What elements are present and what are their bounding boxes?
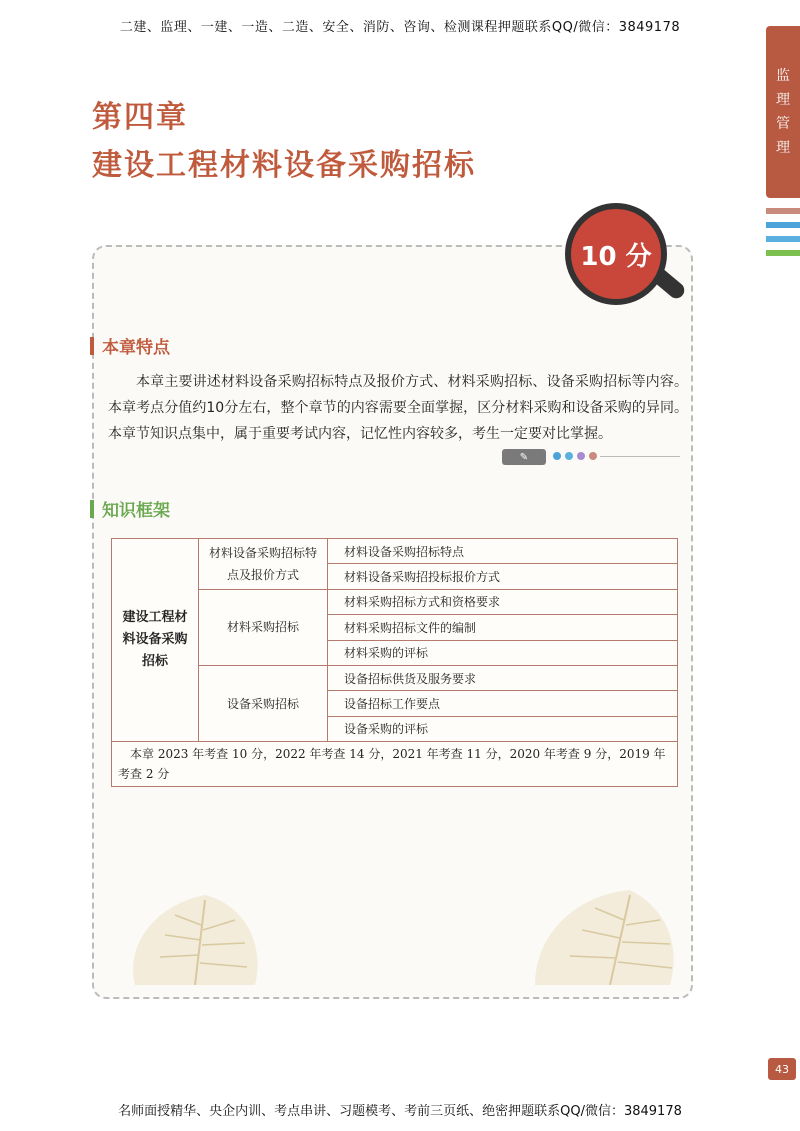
framework-group: 材料采购招标 bbox=[199, 589, 328, 665]
leaf-decoration-icon bbox=[115, 885, 275, 990]
framework-item: 材料采购招标文件的编制 bbox=[328, 615, 678, 640]
page-number: 43 bbox=[768, 1058, 796, 1080]
framework-item: 设备采购的评标 bbox=[328, 716, 678, 741]
chapter-title: 建设工程材料设备采购招标 bbox=[92, 148, 476, 183]
framework-item: 设备招标供货及服务要求 bbox=[328, 665, 678, 690]
notes-tag-icon: ✎ bbox=[502, 449, 546, 465]
side-section-tab bbox=[766, 26, 800, 198]
section-title-framework bbox=[90, 496, 170, 521]
side-tab-char: 管 bbox=[776, 116, 790, 132]
side-stripe bbox=[766, 250, 800, 256]
score-text: 10 分 bbox=[580, 241, 652, 272]
side-tab-char: 理 bbox=[776, 140, 790, 156]
page-header: 二建、监理、一建、一造、二造、安全、消防、咨询、检测课程押题联系QQ/微信：3849178 bbox=[119, 20, 681, 35]
divider bbox=[600, 456, 680, 457]
section-title-text: 知识框架 bbox=[102, 501, 170, 521]
side-tab-char: 理 bbox=[776, 92, 790, 108]
framework-item: 材料采购招标方式和资格要求 bbox=[328, 589, 678, 614]
side-stripe bbox=[766, 236, 800, 242]
side-stripe bbox=[766, 208, 800, 214]
knowledge-framework-table bbox=[111, 538, 678, 787]
page-footer: 名师面授精华、央企内训、考点串讲、习题模考、考前三页纸、绝密押题联系QQ/微信：3849178 bbox=[118, 1104, 682, 1119]
section-title-features bbox=[90, 333, 170, 358]
side-stripe bbox=[766, 222, 800, 228]
framework-group: 设备采购招标 bbox=[199, 665, 328, 741]
section-bar-icon bbox=[90, 500, 94, 518]
table-row bbox=[112, 539, 678, 564]
framework-group: 材料设备采购招标特点及报价方式 bbox=[199, 539, 328, 590]
features-paragraph: 本章主要讲述材料设备采购招标特点及报价方式、材料采购招标、设备采购招标等内容。本章考点分值约10分左右，整个章节的内容需要全面掌握，区分材料采购和设备采购的异同。本章节知识点集中，属于重要考试内容，记忆性内容较多，考生一定要对比掌握。 bbox=[108, 374, 688, 442]
chapter-number: 第四章 bbox=[92, 100, 188, 135]
framework-item: 设备招标工作要点 bbox=[328, 691, 678, 716]
leaf-decoration-icon bbox=[520, 880, 685, 990]
table-row bbox=[112, 742, 678, 787]
framework-item: 材料设备采购招标特点 bbox=[328, 539, 678, 564]
section-title-text: 本章特点 bbox=[102, 338, 170, 358]
section-bar-icon bbox=[90, 337, 94, 355]
exam-history-note: 本章 2023 年考查 10 分，2022 年考查 14 分，2021 年考查 11 分，2020 年考查 9 分，2019 年考查 2 分 bbox=[112, 742, 678, 787]
side-tab-char: 监 bbox=[776, 68, 790, 84]
framework-item: 材料采购的评标 bbox=[328, 640, 678, 665]
decorative-dots-icon bbox=[553, 452, 597, 460]
framework-root: 建设工程材料设备采购招标 bbox=[112, 539, 199, 742]
framework-item: 材料设备采购招投标报价方式 bbox=[328, 564, 678, 589]
score-badge bbox=[565, 203, 667, 305]
